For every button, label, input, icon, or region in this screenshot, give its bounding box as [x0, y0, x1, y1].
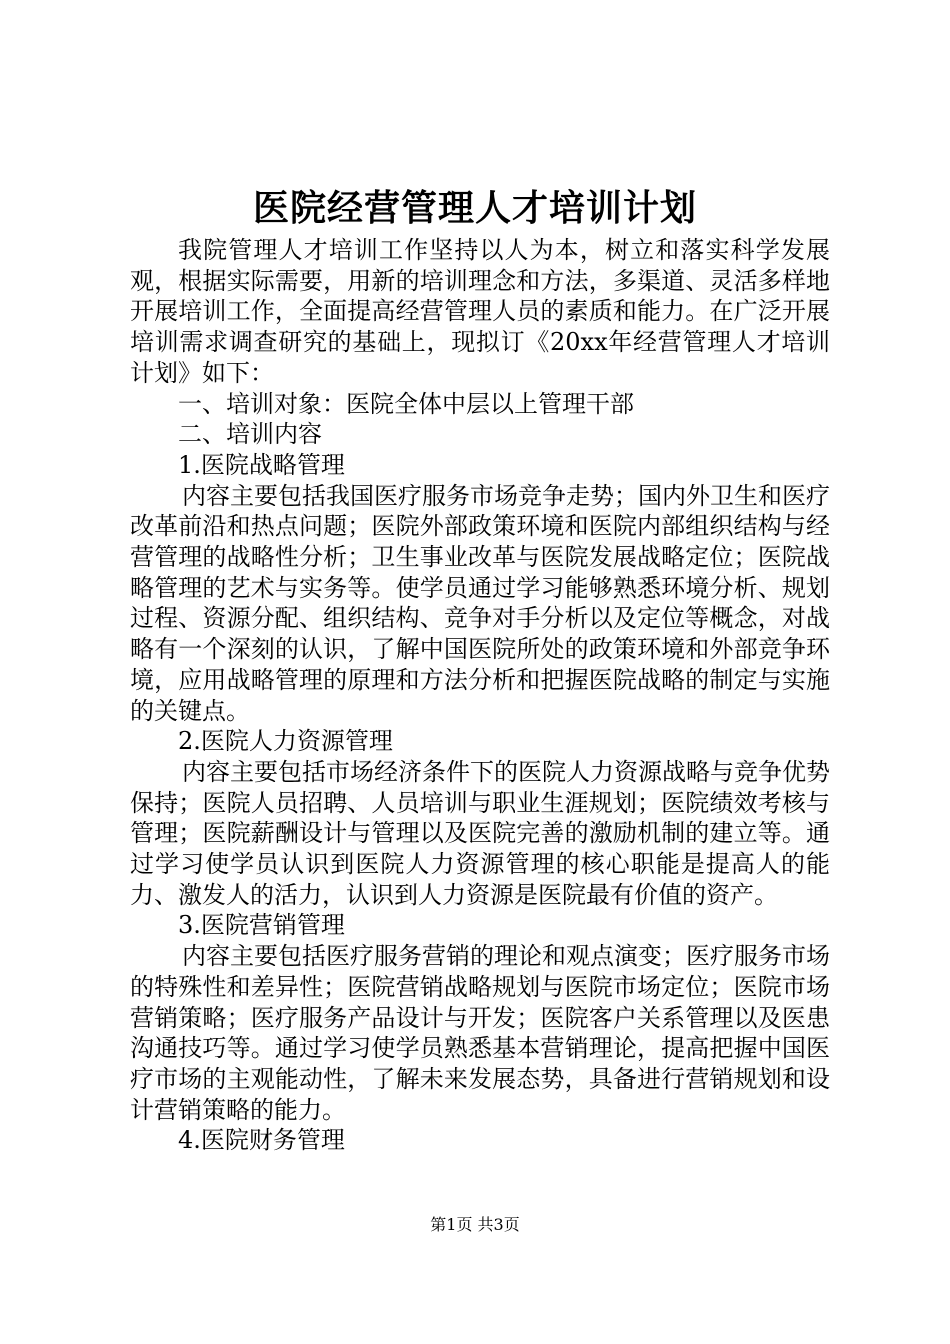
item-heading-marketing: 3.医院营销管理	[178, 911, 345, 940]
document-body	[130, 235, 830, 1156]
item-text-strategy: 内容主要包括我国医疗服务市场竞争走势；国内外卫生和医疗改革前沿和热点问题；医院外部政策环境和医院内部组织结构与经营管理的战略性分析；卫生事业改革与医院发展战略定位；医院战略管理的艺术与实务等。使学员通过学习能够熟悉环境分析、规划过程、资源分配、组织结构、竞争对手分析以及定位等概念，对战略有一个深刻的认识，了解中国医院所处的政策环境和外部竞争环境，应用战略管理的原理和方法分析和把握医院战略的制定与实施的关键点。	[130, 481, 830, 725]
section-heading-training-content: 二、培训内容	[178, 420, 322, 449]
item-text-marketing: 内容主要包括医疗服务营销的理论和观点演变；医疗服务市场的特殊性和差异性；医院营销战略规划与医院市场定位；医院市场营销策略；医疗服务产品设计与开发；医院客户关系管理以及医患沟通技巧等。通过学习使学员熟悉基本营销理论，提高把握中国医疗市场的主观能动性，了解未来发展态势，具备进行营销规划和设计营销策略的能力。	[130, 942, 830, 1124]
section-heading-training-target: 一、培训对象：医院全体中层以上管理干部	[178, 389, 634, 418]
document-title: 医院经营管理人才培训计划	[252, 187, 697, 229]
item-text-hr: 内容主要包括市场经济条件下的医院人力资源战略与竞争优势保持；医院人员招聘、人员培训与职业生涯规划；医院绩效考核与管理；医院薪酬设计与管理以及医院完善的激励机制的建立等。通过学习使学员认识到医院人力资源管理的核心职能是提高人的能力、激发人的活力，认识到人力资源是医院最有价值的资产。	[130, 757, 830, 909]
item-heading-hr: 2.医院人力资源管理	[178, 727, 393, 756]
item-heading-finance: 4.医院财务管理	[178, 1126, 345, 1155]
page-number-footer: 第1页 共3页	[430, 1215, 520, 1234]
item-heading-strategy: 1.医院战略管理	[178, 450, 345, 479]
intro-paragraph: 我院管理人才培训工作坚持以人为本，树立和落实科学发展观，根据实际需要，用新的培训理念和方法，多渠道、灵活多样地开展培训工作，全面提高经营管理人员的素质和能力。在广泛开展培训需求调查研究的基础上，现拟订《20xx年经营管理人才培训计划》如下：	[130, 236, 830, 387]
